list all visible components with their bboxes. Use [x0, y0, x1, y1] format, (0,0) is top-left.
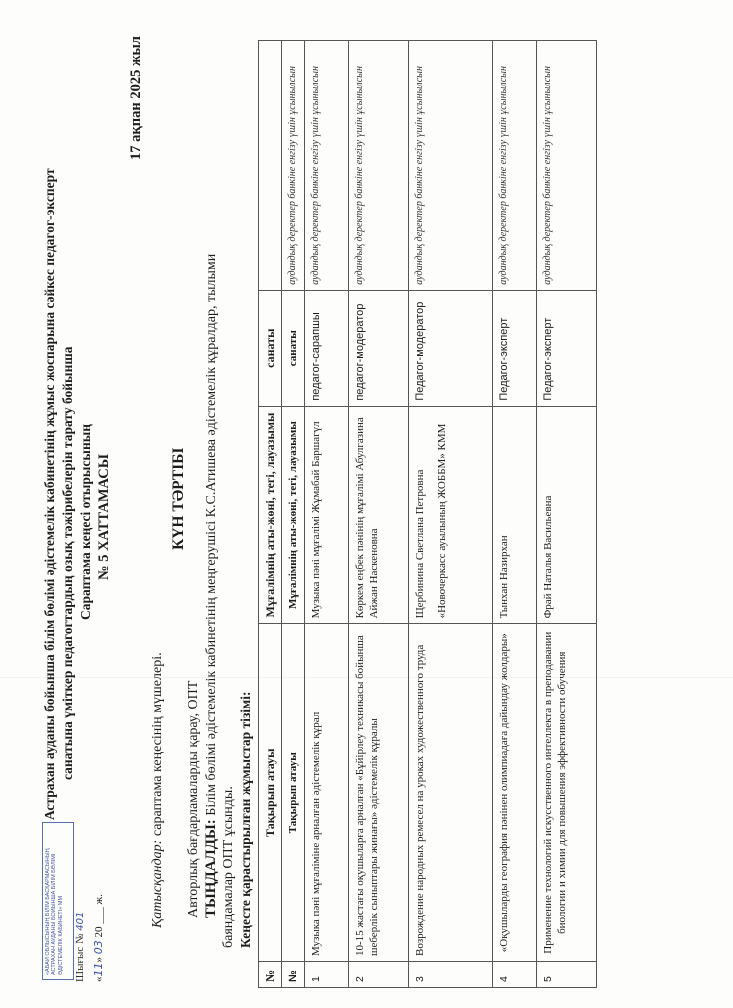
row-title: Музыка пәні мұғаліміне арналған әдістемелік құрал: [305, 624, 349, 962]
row-category: Педагог-модератор: [409, 290, 493, 406]
row-number: 1: [305, 962, 349, 988]
row-teacher: Фрай Наталья Васильевна: [537, 406, 597, 624]
subheader-title: Тақырып атауы: [282, 624, 305, 962]
heard-line-2: баяндамалар ОПТ ұсынды.: [221, 786, 236, 948]
col-header-title: Тақырып атауы: [259, 624, 282, 962]
participants: [150, 652, 166, 928]
agenda-title: КҮН ТӘРТІБІ: [170, 447, 187, 550]
row-category: Педагог-эксперт: [537, 290, 597, 406]
stamp-line-3: ӘДІСТЕМЕЛІК КАБИНЕТІ» ММ: [57, 895, 64, 975]
row-category: педагог-сарапшы: [305, 290, 349, 406]
row-teacher: [409, 406, 493, 624]
subheader-category: санаты: [282, 290, 305, 406]
col-header-decision: [259, 41, 282, 291]
reg-label: Шығыс №: [74, 933, 86, 982]
col-header-number: №: [259, 962, 282, 988]
stamp-date: [92, 894, 105, 982]
date-year: 20 ___ ж.: [93, 894, 105, 938]
date-quote-close: »: [93, 957, 105, 963]
date-quote-open: «: [93, 976, 105, 982]
protocol-number: № 5 ХАТТАМАСЫ: [96, 454, 112, 580]
row-decision: аудандық деректер банкіне енгізу үшін ұсынылсын: [349, 41, 409, 291]
row-teacher: Көркем еңбек пәнінің мұғалімі Абулгазина Айжан Наскеновна: [349, 406, 409, 624]
stamp-line-2: АСТРАХАН АУДАНЫ БОЙЫНША БІЛІМ БӨЛІМІ: [51, 853, 58, 975]
row-number: 4: [493, 962, 537, 988]
row-decision: аудандық деректер банкіне енгізу үшін ұсынылсын: [409, 41, 493, 291]
header-line-3: Сараптама кеңесі отырысының: [78, 423, 93, 620]
agenda-item: Авторлық бағдарламаларды қарау, ОПТ: [186, 680, 201, 918]
row-teacher: Тынхан Назирхан: [493, 406, 537, 624]
outgoing-number: [74, 912, 86, 982]
row-number: 2: [349, 962, 409, 988]
row-decision: аудандық деректер банкіне енгізу үшін ұсынылсын: [305, 41, 349, 291]
table-subheader-row: [282, 41, 305, 988]
col-header-teacher: Мұғалімнің аты-жөні, тегі, лауазымы: [259, 406, 282, 624]
works-table: [258, 40, 597, 988]
row-teacher-name: Щербинина Светлана Петровна: [414, 469, 426, 619]
table-row: [409, 41, 493, 988]
registration-stamp: [42, 822, 74, 980]
heard-line-1: [203, 254, 220, 918]
heard-label: ТЫҢДАЛДЫ:: [203, 819, 219, 918]
heard-text: Білім бөлімі әдістемелік кабинетінің меңгерушісі К.С.Атишева әдістемелік құралдар, тылыми: [204, 253, 219, 820]
row-title: Возрождение народных ремесел на уроках художественного труда: [409, 624, 493, 962]
row-number: 3: [409, 962, 493, 988]
subheader-number: №: [282, 962, 305, 988]
date-month: 03: [92, 940, 105, 955]
table-header-row: [259, 41, 282, 988]
row-decision: аудандық деректер банкіне енгізу үшін ұсынылсын: [537, 41, 597, 291]
row-category: педагог-модератор: [349, 290, 409, 406]
row-title: 10-15 жастағы оқушыларға арналған «Бұйірлеу техникасы бойынша шеберлік сыныптары жинағы» әдістемелік құралы: [349, 624, 409, 962]
table-row: [305, 41, 349, 988]
row-decision: аудандық деректер банкіне енгізу үшін ұсынылсын: [493, 41, 537, 291]
row-number: 5: [537, 962, 597, 988]
row-teacher-school: «Новочеркасс ауылының ЖОББМ» КММ: [436, 423, 448, 619]
row-category: Педагог-эксперт: [493, 290, 537, 406]
table-title: Кеңесте қарастырылған жұмыстар тізімі:: [238, 691, 253, 948]
participants-label: Қатысқандар:: [150, 839, 165, 928]
reg-number: 401: [75, 911, 86, 931]
subheader-decision: аудандық деректер банкіне енгізу үшін ұсынылсын: [282, 41, 305, 291]
row-teacher: Музыка пәні мұғалімі Жұмабай Баршагүл: [305, 406, 349, 624]
stamp-line-1: «АБАЙ ОБЛЫСЫНЫҢ БІЛІМ БАСҚАРМАСЫНЫҢ: [45, 848, 51, 975]
col-header-category: санаты: [259, 290, 282, 406]
table-row: [537, 41, 597, 988]
table-row: [493, 41, 537, 988]
participants-text: сараптама кеңесінің мүшелері.: [150, 652, 165, 840]
date-day: 11: [92, 962, 105, 977]
row-title: «Оқушыларды география пәнінен олимпиадаға дайындау жолдары»: [493, 624, 537, 962]
header-line-2: санатына үміткер педагогтардың озық тәжірибелерін тарату бойынша: [60, 346, 75, 780]
subheader-teacher: Мұғалімнің аты-жөні, тегі, лауазымы: [282, 406, 305, 624]
row-title: Применение технологий искусственного интеллекта в преподавании биологии и химии для повышения эффективности обучения: [537, 624, 597, 962]
header-line-1: Астрахан ауданы бойынша білім бөлімі әдістемелік кабинетінің жұмыс жоспарына сәйкес педагог-эксперт: [42, 168, 57, 820]
protocol-date: 17 ақпан 2025 жыл: [128, 36, 144, 160]
table-row: [349, 41, 409, 988]
